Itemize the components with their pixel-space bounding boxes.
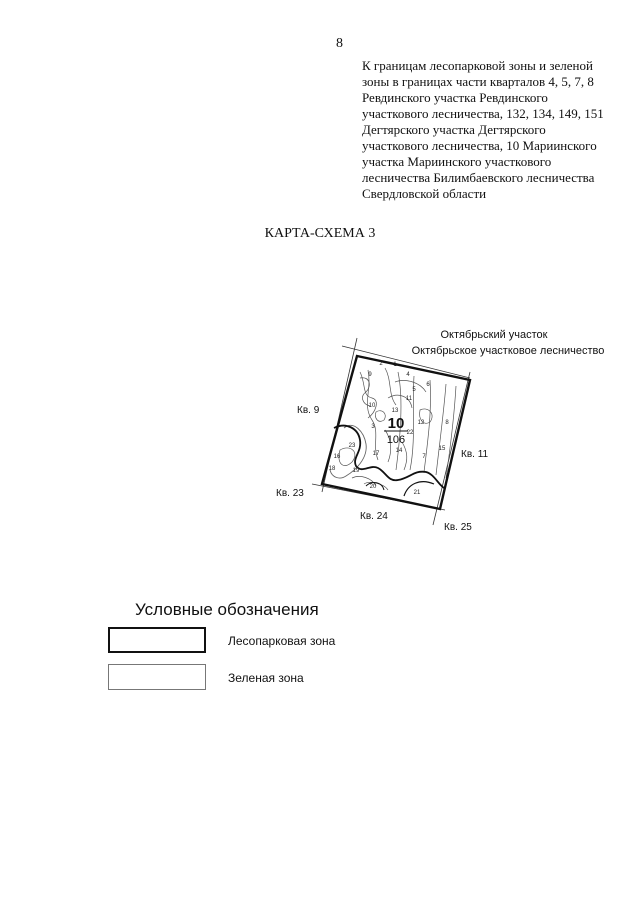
annex-line: К границам лесопарковой зоны и зеленой: [362, 58, 593, 73]
plot-label: 12: [417, 420, 425, 426]
plot-label: 10: [368, 403, 376, 409]
plot-label: 13: [391, 408, 399, 414]
quarter-number: 10: [387, 415, 405, 432]
district-label: Октябрьский участок: [440, 329, 548, 341]
plot-label: 4: [406, 372, 410, 378]
neighbor-quarter-label: Кв. 9: [297, 405, 320, 416]
plot-label: 19: [352, 468, 360, 474]
legend-swatch-forest-park: [108, 627, 206, 653]
scheme-title: КАРТА-СХЕМА 3: [264, 226, 376, 241]
plot-label: 17: [372, 451, 380, 457]
plot-label: 1: [393, 362, 397, 368]
plot-label: 22: [406, 430, 414, 436]
plot-label: 14: [395, 448, 403, 454]
forestry-label: Октябрьское участковое лесничество: [411, 345, 605, 357]
quarter-area: 106: [386, 434, 406, 446]
legend-label-green-zone: Зеленая зона: [228, 671, 304, 685]
plot-label: 6: [426, 382, 430, 388]
plot-label: 7: [422, 454, 426, 460]
plot-label: 21: [413, 490, 421, 496]
legend-swatch-green-zone: [108, 664, 206, 690]
annex-line: участкового лесничества, 10 Мариинского: [362, 138, 597, 153]
neighbor-quarter-label: Кв. 24: [360, 511, 388, 522]
annex-line: участка Мариинского участкового: [362, 154, 552, 169]
annex-line: Свердловской области: [362, 186, 487, 201]
plot-label: 11: [405, 396, 413, 402]
plot-label: 23: [348, 443, 356, 449]
plot-label: 3: [371, 424, 375, 430]
plot-label: 15: [438, 446, 446, 452]
annex-line: лесничества Билимбаевского лесничества: [362, 170, 595, 185]
legend-label-forest-park: Лесопарковая зона: [228, 634, 336, 648]
plot-label: 16: [333, 454, 341, 460]
plot-label: 2: [379, 361, 383, 367]
neighbor-quarter-label: Кв. 23: [276, 488, 304, 499]
forest-park-boundary: [322, 356, 470, 509]
neighbor-labels: [276, 405, 489, 533]
plot-label: 20: [369, 484, 377, 490]
forest-park-area: [322, 356, 470, 509]
annex-line: Дегтярского участка Дегтярского: [362, 122, 546, 137]
legend-title: Условные обозначения: [135, 600, 319, 619]
plot-label: 5: [412, 387, 416, 393]
plot-label: 18: [328, 466, 336, 472]
annex-line: участкового лесничества, 132, 134, 149, 151: [362, 106, 604, 121]
page-number: 8: [336, 36, 343, 51]
neighbor-quarter-label: Кв. 11: [461, 449, 489, 460]
neighbor-quarter-label: Кв. 25: [444, 522, 472, 533]
annex-line: Ревдинского участка Ревдинского: [362, 90, 548, 105]
plot-label: 9: [368, 372, 372, 378]
plot-label: 8: [445, 420, 449, 426]
annex-line: зоны в границах части кварталов 4, 5, 7, 8: [362, 74, 594, 89]
